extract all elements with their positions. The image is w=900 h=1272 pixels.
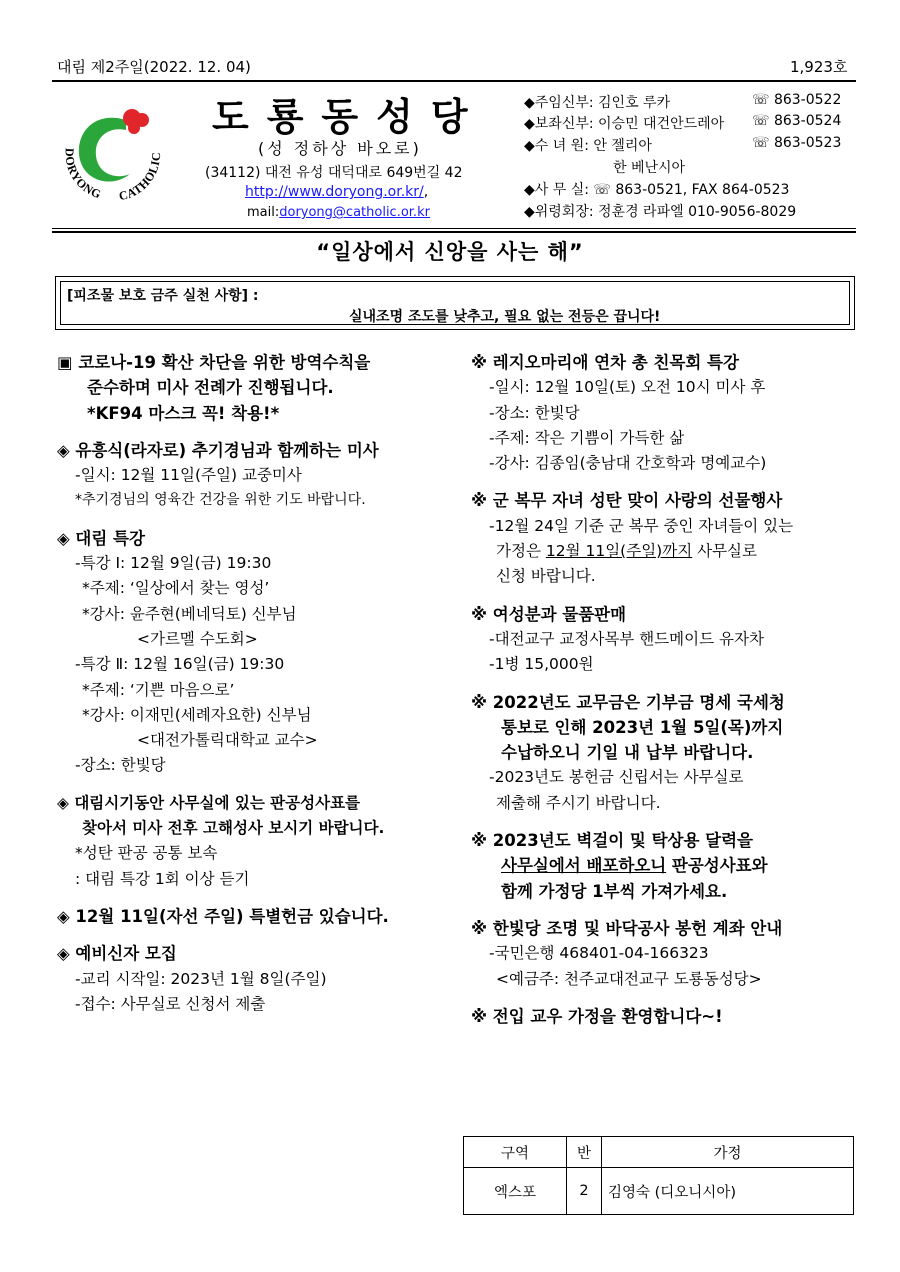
cardinal-mass-title: ◈ 유흥식(라자로) 추기경님과 함께하는 미사 <box>57 440 379 460</box>
header-rule-top <box>52 80 856 82</box>
table-header-cell: 가정 <box>602 1137 854 1168</box>
mail-link[interactable]: doryong@catholic.or.kr <box>279 205 430 220</box>
advent-lecture-title: ◈ 대림 특강 <box>57 528 145 548</box>
table-row <box>464 1168 854 1215</box>
staff-assistant: ◆보좌신부: 이승민 대건안드레아 <box>524 116 725 132</box>
notice-text: 실내조명 조도를 낮추고, 필요 없는 전등은 끕니다! <box>349 309 661 325</box>
header-rule-bottom <box>52 228 856 229</box>
table-cell: 김영숙 (디오니시아) <box>602 1168 854 1215</box>
table-cell: 엑스포 <box>464 1168 567 1215</box>
welcome-table <box>463 1136 854 1215</box>
staff-memorial: ◆위령회장: 정훈경 라파엘 010-9056-8029 <box>524 204 797 220</box>
parish-logo <box>52 96 172 214</box>
staff-convent-2: 한 베난시아 <box>613 160 686 176</box>
year-theme: “일상에서 신앙을 사는 해” <box>316 240 584 264</box>
donation-account-title: ※ 한빛당 조명 및 바닥공사 봉헌 계좌 안내 <box>471 918 783 938</box>
logo-text: DORYONG <box>62 147 104 202</box>
tax-notice: ※ 2022년도 교무금은 기부금 명세 국세청 <box>471 692 785 712</box>
staff-pastor: ◆주임신부: 김인호 루카 <box>524 95 671 111</box>
table-header-cell: 구역 <box>464 1137 567 1168</box>
logo-green-swoosh <box>79 118 130 182</box>
calendar-notice: ※ 2023년도 벽걸이 및 탁상용 달력을 <box>471 831 753 851</box>
table-header-row <box>464 1137 854 1168</box>
legio-title: ※ 레지오마리애 연차 총 친목회 특강 <box>471 353 739 372</box>
phone-convent: ☏ 863-0523 <box>752 135 842 151</box>
right-column: ※ 레지오마리애 연차 총 친목회 특강 -일시: 12월 10일(토) 오전 10시 미사 후 -장소: 한빛당 -주제: 작은 기쁨이 가득한 삶 -강사: 김종임(충남대 간호학과 명예교수) ※ 군 복무 자녀 성탄 맞이 사랑의 선물행사 -12월 24일 기준 군 복무 중인 자녀들이 있는 가정은 12월 11일(주일)까지 사무실로 신청 바랍니다. ※ 여성분과 물품판매 -대전교구 교정사목부 핸드메이드 유자차 -1병 15,000원 ※ 2022년도 교무금은 기부금 명세 국세청 통보로 인해 2023년 1월 5일(목)까지 수납하오니 기일 내 납부 바랍니다. -2023년도 봉헌금 신립서는 사무실로 제출해 주시기 바랍니다. ※ 2023년도 벽걸이 및 탁상용 달력을 사무실에서 배포하오니 판공성사표와 함께 가정당 1부씩 가져가세요. ※ 한빛당 조명 및 바닥공사 봉헌 계좌 안내 -국민은행 468401-04-166323 <예금주: 천주교대전교구 도룡동성당> ※ 전입 교우 가정을 환영합니다~! <box>471 350 861 1029</box>
military-gift-title: ※ 군 복무 자녀 성탄 맞이 사랑의 선물행사 <box>471 491 783 511</box>
parish-address: (34112) 대전 유성 대덕대로 649번길 42 <box>205 165 463 181</box>
mail-line: mail:doryong@catholic.or.kr <box>247 205 430 220</box>
welcome-title: ※ 전입 교우 가정을 환영합니다~! <box>471 1006 723 1026</box>
catechumen-title: ◈ 예비신자 모집 <box>57 944 177 964</box>
staff-office: ◆사 무 실: ☏ 863-0521, FAX 864-0523 <box>524 182 790 198</box>
phone-assistant: ☏ 863-0524 <box>752 113 842 129</box>
issue-date: 대림 제2주일(2022. 12. 04) <box>57 58 251 76</box>
confession-notice: ◈ 대림시기동안 사무실에 있는 판공성사표를 <box>57 793 361 812</box>
website-link[interactable]: http://www.doryong.or.kr/ <box>245 184 424 200</box>
special-offering-notice: ◈ 12월 11일(자선 주일) 특별헌금 있습니다. <box>57 906 389 926</box>
issue-number: 1,923호 <box>790 58 848 76</box>
phone-pastor: ☏ 863-0522 <box>752 92 842 108</box>
parish-name: 도룡동성당 <box>212 95 486 139</box>
covid-notice: ▣ 코로나-19 확산 차단을 위한 방역수칙을 <box>57 353 371 372</box>
table-cell: 2 <box>567 1168 602 1215</box>
website-line: http://www.doryong.or.kr/, <box>245 184 429 200</box>
notice-box <box>55 276 855 330</box>
parish-patron: (성 정하상 바오로) <box>258 139 422 158</box>
notice-title: [피조물 보호 금주 실천 사항] : <box>67 288 259 304</box>
table-header-cell: 반 <box>567 1137 602 1168</box>
sale-title: ※ 여성분과 물품판매 <box>471 604 627 624</box>
left-column: ▣ 코로나-19 확산 차단을 위한 방역수칙을 준수하며 미사 전례가 진행됩니다. *KF94 마스크 꼭! 착용!* ◈ 유흥식(라자로) 추기경님과 함께하는 미사 -일시: 12월 11일(주일) 교중미사 *추기경님의 영육간 건강을 위한 기도 바랍니다. ◈ 대림 특강 -특강 Ⅰ: 12월 9일(금) 19:30 *주제: ‘일상에서 찾는 영성’ *강사: 윤주현(베네딕토) 신부님 <가르멜 수도회> -특강 Ⅱ: 12월 16일(금) 19:30 *주제: ‘기쁜 마음으로’ *강사: 이재민(세례자요한) 신부님 <대전가톨릭대학교 교수> -장소: 한빛당 ◈ 대림시기동안 사무실에 있는 판공성사표를 찾아서 미사 전후 고해성사 보시기 바랍니다. *성탄 판공 공통 보속 : 대림 특강 1회 이상 듣기 ◈ 12월 11일(자선 주일) 특별헌금 있습니다. ◈ 예비신자 모집 -교리 시작일: 2023년 1월 8일(주일) -접수: 사무실로 신청서 제출 <box>57 350 457 1017</box>
staff-convent: ◆수 녀 원: 안 젤리아 <box>524 138 652 154</box>
svg-text:CATHOLIC: CATHOLIC <box>117 151 164 204</box>
